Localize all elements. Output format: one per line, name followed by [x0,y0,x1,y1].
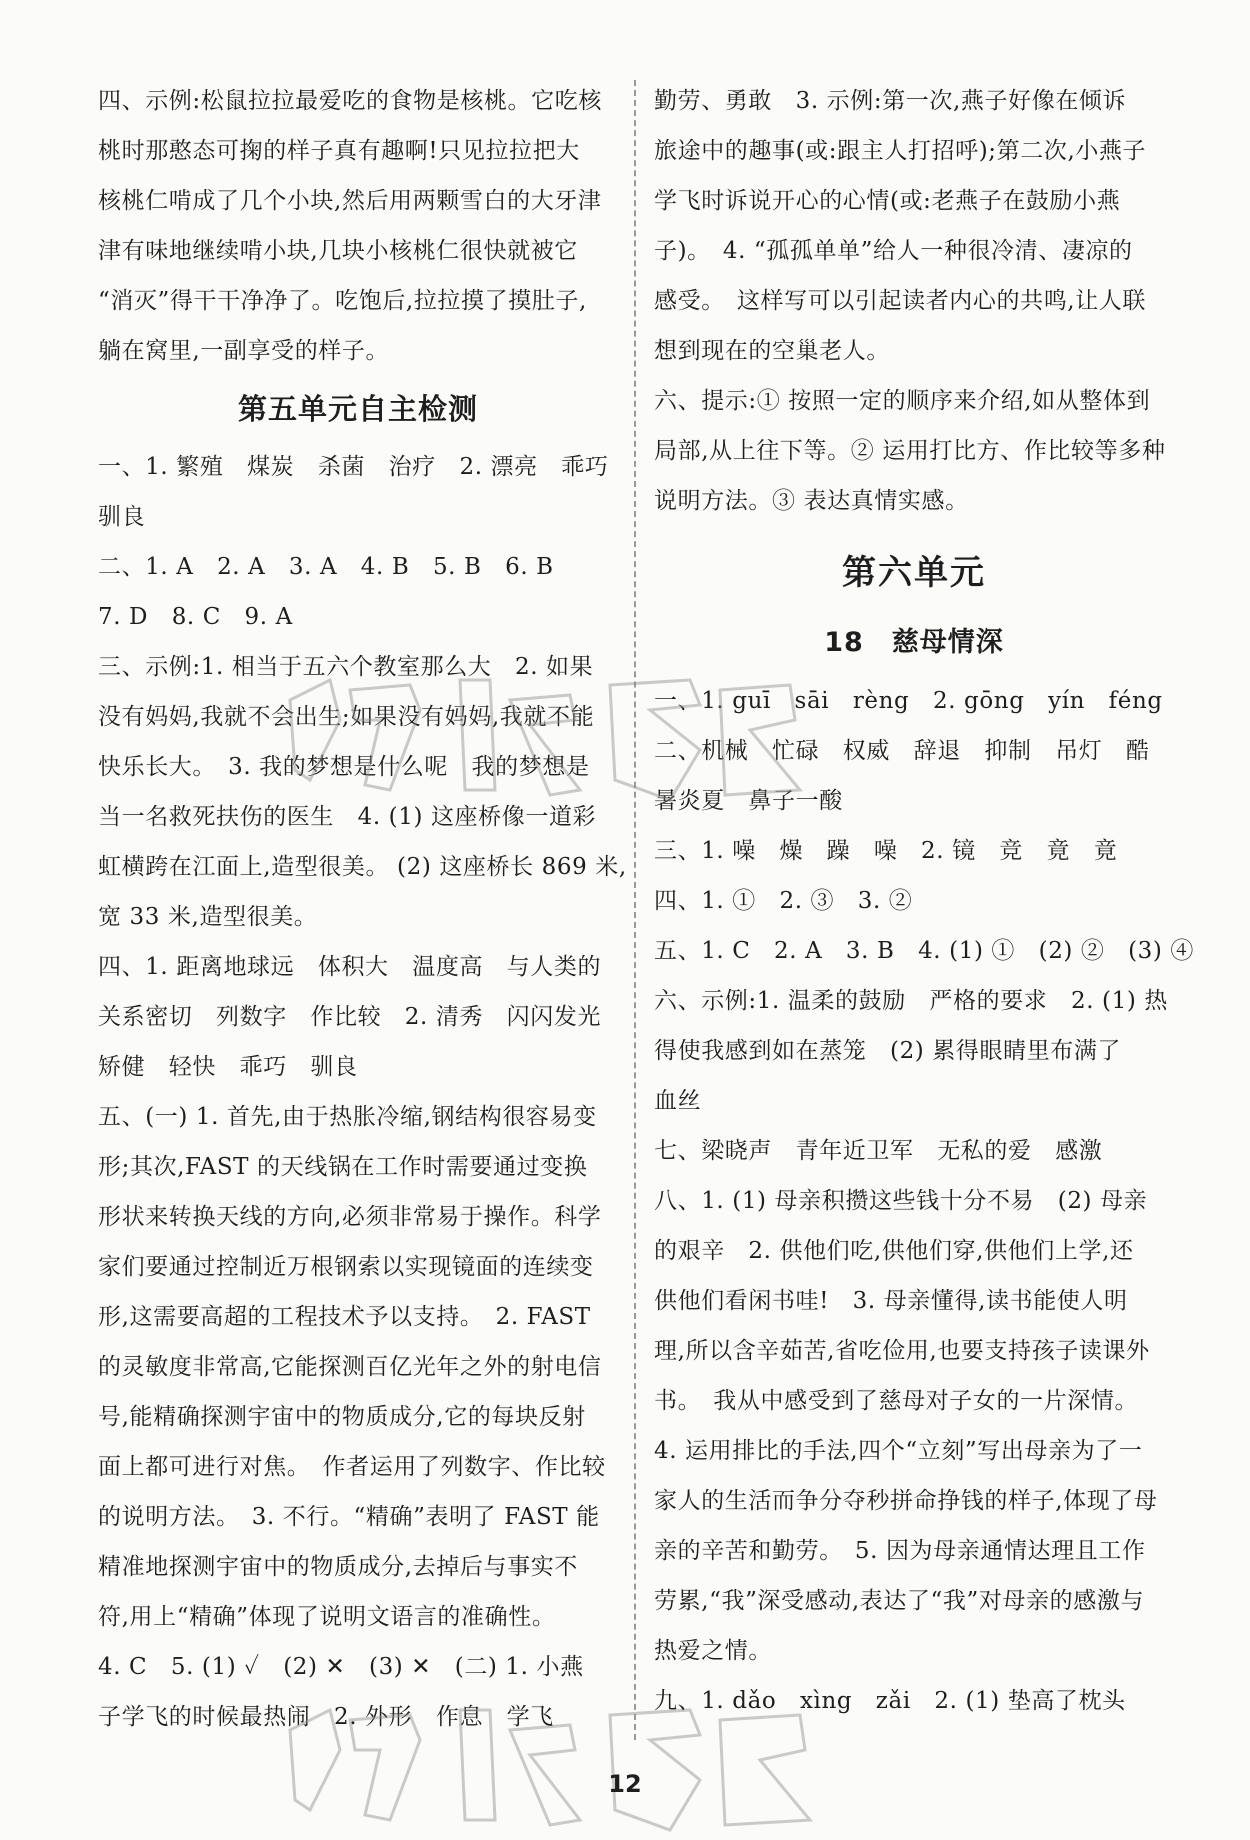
text-line: 得使我感到如在蒸笼 (2) 累得眼睛里布满了 [654,1038,1122,1064]
left-column [98,76,627,1742]
text-line: 旅途中的趣事(或:跟主人打招呼);第二次,小燕子 [654,138,1147,164]
text-line: 五、(一) 1. 首先,由于热胀冷缩,钢结构很容易变 [98,1104,597,1130]
text-line: 九、1. dǎo xìng zǎi 2. (1) 垫高了枕头 [654,1688,1126,1714]
text-line: 精准地探测宇宙中的物质成分,去掉后与事实不 [98,1554,578,1580]
text-line: 子)。 4. “孤孤单单”给人一种很冷清、凄凉的 [654,238,1133,264]
text-line: 六、提示:① 按照一定的顺序来介绍,如从整体到 [654,388,1151,414]
text-line: 劳累,“我”深受感动,表达了“我”对母亲的感激与 [654,1588,1145,1614]
text-line: 的艰辛 2. 供他们吃,供他们穿,供他们上学,还 [654,1238,1134,1264]
text-line: 三、1. 噪 燥 躁 噪 2. 镜 竞 竟 竟 [654,838,1118,864]
text-line: 说明方法。③ 表达真情实感。 [654,488,969,514]
text-line: 快乐长大。 3. 我的梦想是什么呢 我的梦想是 [98,754,590,780]
text-line: 供他们看闲书哇! 3. 母亲懂得,读书能使人明 [654,1288,1128,1314]
unit-title: 第六单元 [842,553,986,593]
text-line: 当一名救死扶伤的医生 4. (1) 这座桥像一道彩 [98,804,597,830]
text-line: 4. 运用排比的手法,四个“立刻”写出母亲为了一 [654,1438,1143,1464]
text-line: 符,用上“精确”体现了说明文语言的准确性。 [98,1604,556,1630]
text-line: 勤劳、勇敢 3. 示例:第一次,燕子好像在倾诉 [654,88,1127,114]
text-line: 八、1. (1) 母亲积攒这些钱十分不易 (2) 母亲 [654,1188,1148,1214]
text-line: 四、1. ① 2. ③ 3. ② [654,888,913,914]
text-line: 三、示例:1. 相当于五六个教室那么大 2. 如果 [98,654,594,680]
text-line: 二、机械 忙碌 权威 辞退 抑制 吊灯 酷 [654,738,1150,764]
text-line: 核桃仁啃成了几个小块,然后用两颗雪白的大牙津 [98,188,602,214]
text-line: 桃时那憨态可掬的样子真有趣啊!只见拉拉把大 [98,138,580,164]
text-line: 形状来转换天线的方向,必须非常易于操作。科学 [98,1204,602,1230]
text-line: 局部,从上往下等。② 运用打比方、作比较等多种 [654,438,1166,464]
text-line: 五、1. C 2. A 3. B 4. (1) ① (2) ② (3) ④ [654,938,1195,964]
text-line: 虹横跨在江面上,造型很美。 (2) 这座桥长 869 米, [98,854,627,880]
text-line: 想到现在的空巢老人。 [654,338,890,364]
lesson18-answers [654,676,1195,1726]
text-line: 四、示例:松鼠拉拉最爱吃的食物是核桃。它吃核 [98,88,602,114]
unit5-part4-answer [98,76,618,376]
section-title: 第五单元自主检测 [237,392,478,426]
text-line: 家人的生活而争分夺秒拼命挣钱的样子,体现了母 [654,1488,1158,1514]
text-line: 理,所以含辛茹苦,省吃俭用,也要支持孩子读课外 [654,1338,1150,1364]
text-line: 四、1. 距离地球远 体积大 温度高 与人类的 [98,954,602,980]
page-number: 12 [608,1770,642,1798]
text-line: 感受。 这样写可以引起读者内心的共鸣,让人联 [654,288,1147,314]
text-line: 津有味地继续啃小块,几块小核桃仁很快就被它 [98,238,578,264]
text-line: 子学飞的时候最热闹 2. 外形 作息 学飞 [98,1704,554,1730]
text-line: 热爱之情。 [654,1638,772,1664]
text-line: 血丝 [654,1088,702,1114]
unit5-test-answers [98,442,627,1742]
text-line: 躺在窝里,一副享受的样子。 [98,338,390,364]
text-line: 的说明方法。 3. 不行。“精确”表明了 FAST 能 [98,1504,600,1530]
text-line: 家们要通过控制近万根钢索以实现镜面的连续变 [98,1254,594,1280]
text-line: 一、1. 繁殖 煤炭 杀菌 治疗 2. 漂亮 乖巧 [98,454,609,480]
column-divider [634,80,636,1740]
text-line: 的灵敏度非常高,它能探测百亿光年之外的射电信 [98,1354,602,1380]
text-line: 宽 33 米,造型很美。 [98,904,318,930]
text-line: 一、1. guī sāi rèng 2. gōng yín féng [654,688,1163,714]
text-line: 4. C 5. (1) ✓ (2) ✕ (3) ✕ (二) 1. 小燕 [98,1654,584,1680]
text-line: “消灭”得干干净净了。吃饱后,拉拉摸了摸肚子, [98,288,587,314]
right-column [654,76,1195,1726]
text-line: 驯良 [98,504,146,530]
text-line: 学飞时诉说开心的心情(或:老燕子在鼓励小燕 [654,188,1121,214]
text-line: 7. D 8. C 9. A [98,604,293,630]
text-line: 关系密切 列数字 作比较 2. 清秀 闪闪发光 [98,1004,602,1030]
text-line: 暑炎夏 鼻子一酸 [654,788,843,814]
text-line: 矫健 轻快 乖巧 驯良 [98,1054,358,1080]
text-line: 书。 我从中感受到了慈母对子女的一片深情。 [654,1388,1139,1414]
text-line: 形,这需要高超的工程技术予以支持。 2. FAST [98,1304,591,1330]
text-line: 面上都可进行对焦。 作者运用了列数字、作比较 [98,1454,606,1480]
text-line: 没有妈妈,我就不会出生;如果没有妈妈,我就不能 [98,704,595,730]
text-line: 二、1. A 2. A 3. A 4. B 5. B 6. B [98,554,554,580]
lesson-title: 18 慈母情深 [824,627,1004,658]
text-line: 六、示例:1. 温柔的鼓励 严格的要求 2. (1) 热 [654,988,1168,1014]
text-line: 形;其次,FAST 的天线锅在工作时需要通过变换 [98,1154,588,1180]
text-line: 号,能精确探测宇宙中的物质成分,它的每块反射 [98,1404,586,1430]
unit5-continued-answers [654,76,1174,526]
text-line: 七、梁晓声 青年近卫军 无私的爱 感激 [654,1138,1103,1164]
text-line: 亲的辛苦和勤劳。 5. 因为母亲通情达理且工作 [654,1538,1146,1564]
